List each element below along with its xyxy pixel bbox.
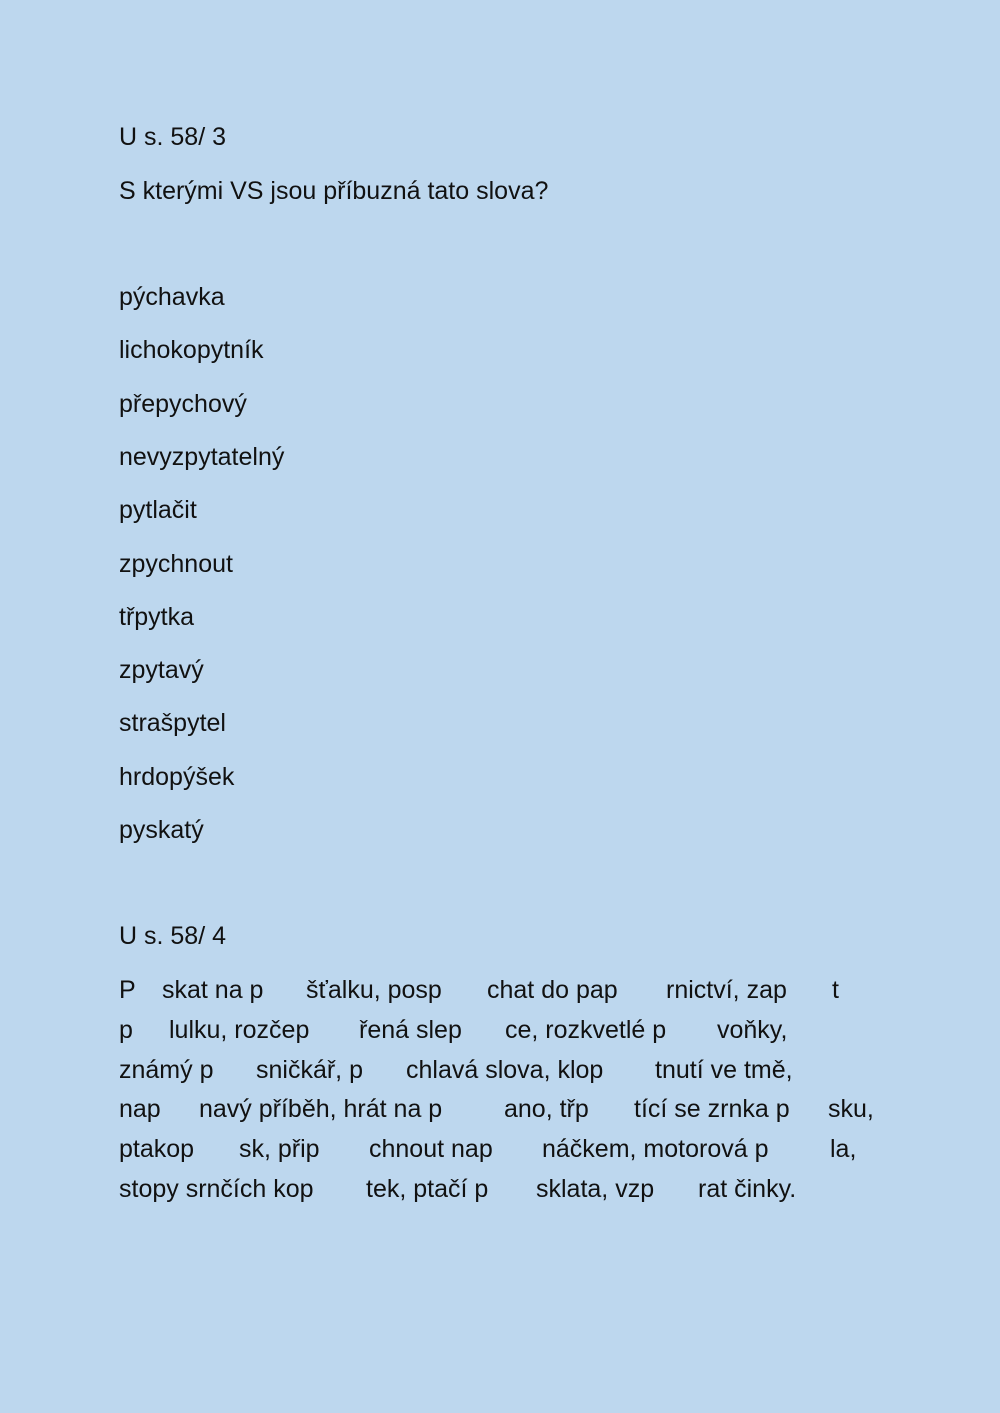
exercise-4-heading: U s. 58/ 4 [119, 922, 226, 950]
text-fragment: chnout nap [369, 1135, 493, 1163]
text-fragment: řená slep [359, 1016, 462, 1044]
word-item: zpychnout [119, 550, 233, 578]
text-fragment: chlavá slova, klop [406, 1056, 604, 1084]
text-fragment: stopy srnčích kop [119, 1175, 314, 1203]
gap-text-line [119, 1015, 899, 1045]
text-fragment: ano, třp [504, 1095, 589, 1123]
word-item: přepychový [119, 390, 247, 418]
word-item: pýchavka [119, 283, 225, 311]
word-item: strašpytel [119, 709, 226, 737]
word-item: lichokopytník [119, 336, 264, 364]
gap-text-line [119, 1134, 899, 1164]
word-item: pytlačit [119, 496, 197, 524]
word-item: zpytavý [119, 656, 204, 684]
word-item: třpytka [119, 603, 195, 631]
text-fragment: rat činky. [698, 1175, 797, 1203]
word-item: hrdopýšek [119, 763, 235, 791]
text-fragment: ptakop [119, 1135, 195, 1163]
text-fragment: la, [830, 1135, 857, 1163]
text-fragment: sku, [828, 1095, 874, 1123]
text-fragment: rnictví, zap [666, 976, 787, 1004]
text-fragment: sk, přip [239, 1135, 320, 1163]
text-fragment: sklata, vzp [536, 1175, 655, 1203]
text-fragment: voňky, [717, 1016, 788, 1044]
text-fragment: náčkem, motorová p [542, 1135, 769, 1163]
exercise-3-question: S kterými VS jsou příbuzná tato slova? [119, 177, 549, 205]
text-fragment: p [119, 1016, 133, 1044]
text-fragment: tící se zrnka p [634, 1095, 790, 1123]
text-fragment: t [832, 976, 839, 1004]
text-fragment: P [119, 976, 136, 1004]
text-fragment: tnutí ve tmě, [655, 1056, 793, 1084]
text-fragment: ce, rozkvetlé p [505, 1016, 667, 1044]
gap-text-line [119, 975, 899, 1005]
text-fragment: sničkář, p [256, 1056, 363, 1084]
word-item: nevyzpytatelný [119, 443, 285, 471]
text-fragment: chat do pap [487, 976, 618, 1004]
text-fragment: lulku, rozčep [169, 1016, 310, 1044]
text-fragment: známý p [119, 1056, 214, 1084]
text-fragment: nap [119, 1095, 161, 1123]
gap-text-line [119, 1094, 899, 1124]
gap-text-line [119, 1055, 899, 1085]
word-item: pyskatý [119, 816, 204, 844]
text-fragment: tek, ptačí p [366, 1175, 489, 1203]
gap-text-line [119, 1174, 899, 1204]
text-fragment: šťalku, posp [306, 976, 442, 1004]
exercise-3-heading: U s. 58/ 3 [119, 123, 226, 151]
text-fragment: skat na p [162, 976, 264, 1004]
text-fragment: navý příběh, hrát na p [199, 1095, 443, 1123]
